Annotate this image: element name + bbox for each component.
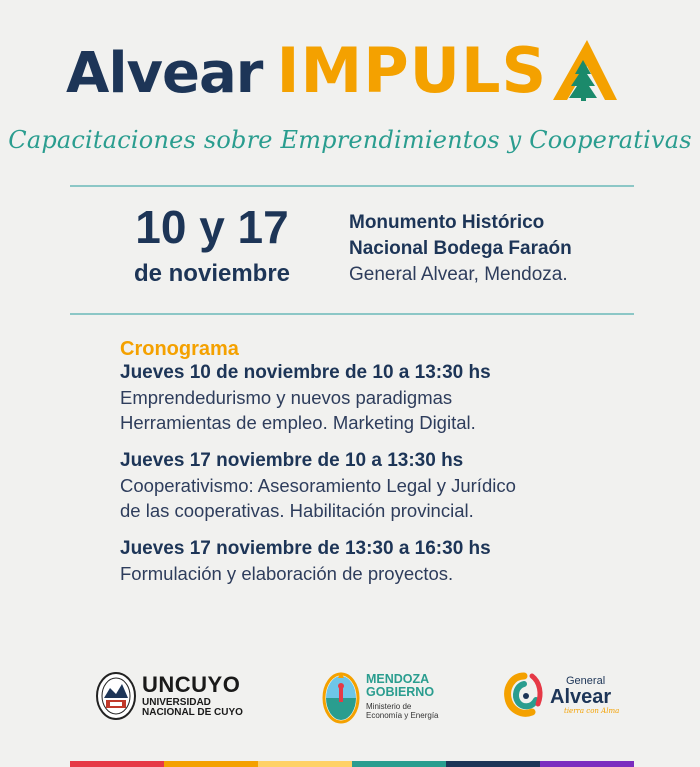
stripe-segment: [70, 761, 164, 767]
uncuyo-line-2: NACIONAL DE CUYO: [142, 707, 243, 718]
uncuyo-line-1: UNIVERSIDAD: [142, 697, 211, 708]
general-alvear-big: Alvear: [550, 685, 612, 708]
schedule-item-line: Herramientas de empleo. Marketing Digital.: [120, 412, 476, 433]
schedule-item-line: Emprendedurismo y nuevos paradigmas: [120, 387, 453, 408]
title-impuls: IMPULS: [276, 34, 548, 107]
mendoza-name-2: GOBIERNO: [366, 685, 435, 699]
schedule-heading: Cronograma: [120, 338, 239, 360]
schedule-item: [120, 449, 640, 523]
stripe-segment: [164, 761, 258, 767]
schedule-item-line: de las cooperativas. Habilitación provincial.: [120, 500, 474, 521]
schedule-item-title: Jueves 17 noviembre de 10 a 13:30 hs: [120, 450, 464, 471]
venue-location: General Alvear, Mendoza.: [349, 264, 568, 285]
schedule-item: [120, 537, 640, 586]
schedule: [120, 337, 640, 600]
university-seal-icon: [96, 672, 136, 720]
subtitle: Capacitaciones sobre Emprendimientos y Cooperativas: [8, 126, 692, 154]
stripe-segment: [258, 761, 352, 767]
divider-top: [70, 185, 634, 187]
schedule-item-line: Formulación y elaboración de proyectos.: [120, 563, 454, 584]
event-venue: [349, 210, 572, 288]
event-dates: 10 y 17: [135, 201, 289, 253]
venue-line-1: Monumento Histórico: [349, 212, 545, 233]
tree-a-logo-icon: [549, 38, 619, 102]
general-alvear-tagline: tierra con Alma: [564, 706, 620, 715]
mendoza-name-1: MENDOZA: [366, 671, 430, 686]
main-title: [66, 34, 619, 107]
stripe-segment: [352, 761, 446, 767]
mendoza-sub-2: Economía y Energía: [366, 710, 439, 720]
color-stripe: [70, 761, 634, 767]
general-alvear-mark-icon: [502, 670, 546, 720]
mendoza-shield-icon: [322, 668, 360, 724]
stripe-segment: [446, 761, 540, 767]
divider-middle: [70, 313, 634, 315]
mendoza-gobierno-logo: [322, 668, 438, 724]
schedule-item: [120, 361, 640, 435]
general-alvear-small: General: [566, 674, 606, 687]
event-month: de noviembre: [133, 260, 291, 287]
stripe-segment: [540, 761, 634, 767]
schedule-item-title: Jueves 10 de noviembre de 10 a 13:30 hs: [120, 362, 491, 383]
uncuyo-logo: [96, 672, 243, 720]
schedule-item-title: Jueves 17 noviembre de 13:30 a 16:30 hs: [120, 538, 491, 559]
title-alvear: Alvear: [66, 41, 263, 106]
general-alvear-logo: [502, 670, 619, 720]
uncuyo-name: UNCUYO: [142, 672, 241, 697]
mendoza-sub-1: Ministerio de: [366, 701, 412, 711]
venue-line-2: Nacional Bodega Faraón: [349, 238, 572, 259]
schedule-item-line: Cooperativismo: Asesoramiento Legal y Jurídico: [120, 475, 516, 496]
